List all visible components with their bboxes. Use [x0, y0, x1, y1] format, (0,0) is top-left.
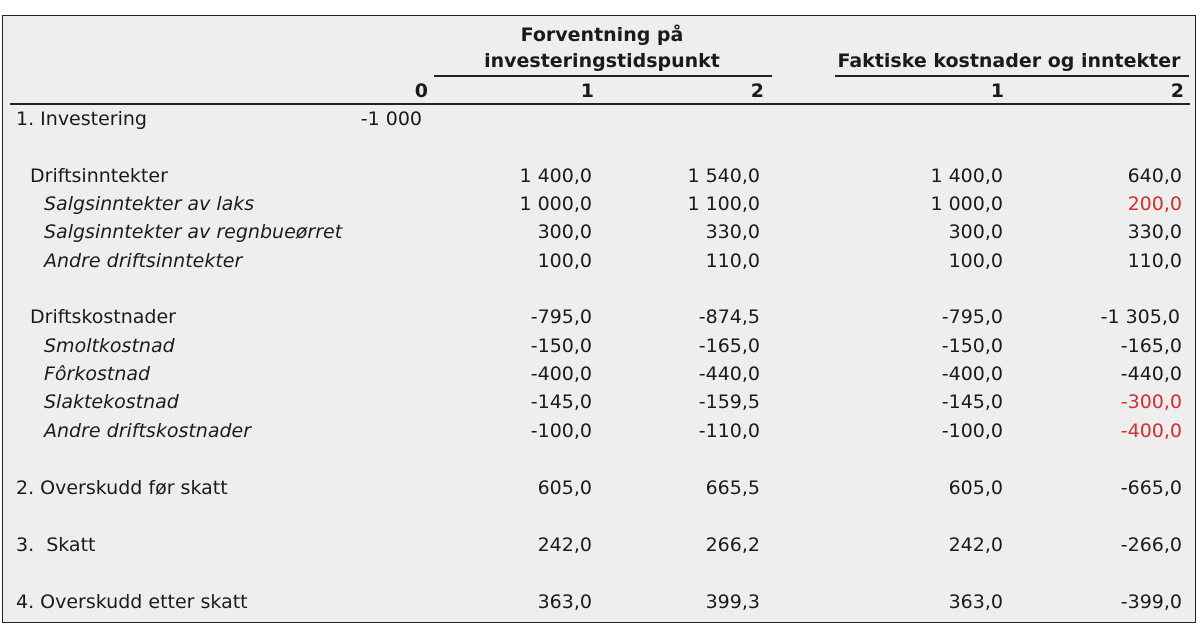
column-header-0: 0: [414, 80, 428, 102]
cell-slakte-a2: -300,0: [1120, 391, 1182, 413]
cell-slakte-e1: -145,0: [530, 391, 592, 413]
cell-andre-inntekter-e1: 100,0: [537, 250, 592, 272]
row-label-slakte: Slaktekostnad: [44, 391, 179, 413]
cell-salg-regnbue-e2: 330,0: [705, 221, 760, 243]
cell-slakte-e2: -159,5: [698, 391, 760, 413]
cell-salg-laks-a1: 1 000,0: [930, 193, 1003, 215]
row-label-skatt: 3. Skatt: [16, 534, 96, 556]
column-header-actual-2: 2: [1170, 80, 1184, 102]
cell-for-a1: -400,0: [941, 363, 1003, 385]
column-header-expected-2: 2: [750, 80, 764, 102]
cell-investering-0: -1 000: [360, 108, 422, 130]
table-frame: [2, 15, 1196, 623]
cell-driftsinntekter-e1: 1 400,0: [519, 165, 592, 187]
cell-salg-laks-a2: 200,0: [1127, 193, 1182, 215]
row-label-investering: 1. Investering: [16, 108, 147, 130]
cell-driftskostnader-a1: -795,0: [941, 306, 1003, 328]
cell-smolt-a2: -165,0: [1120, 335, 1182, 357]
cell-skatt-a2: -266,0: [1120, 534, 1182, 556]
cell-overskudd-for-skatt-e2: 665,5: [705, 477, 760, 499]
cell-driftskostnader-e1: -795,0: [530, 306, 592, 328]
cell-overskudd-etter-skatt-e2: 399,3: [705, 591, 760, 613]
cell-overskudd-etter-skatt-e1: 363,0: [537, 591, 592, 613]
row-label-andre-inntekter: Andre driftsinntekter: [44, 250, 243, 272]
cell-andre-inntekter-e2: 110,0: [705, 250, 760, 272]
row-label-smolt: Smoltkostnad: [44, 335, 175, 357]
column-header-actual-1: 1: [990, 80, 1004, 102]
cell-salg-regnbue-e1: 300,0: [537, 221, 592, 243]
cell-overskudd-etter-skatt-a1: 363,0: [948, 591, 1003, 613]
cell-for-a2: -440,0: [1120, 363, 1182, 385]
cell-skatt-a1: 242,0: [948, 534, 1003, 556]
cell-overskudd-for-skatt-e1: 605,0: [537, 477, 592, 499]
cell-overskudd-for-skatt-a1: 605,0: [948, 477, 1003, 499]
cell-skatt-e1: 242,0: [537, 534, 592, 556]
cell-salg-regnbue-a2: 330,0: [1127, 221, 1182, 243]
cell-andre-inntekter-a2: 110,0: [1127, 250, 1182, 272]
group-header-actual-rule: [835, 75, 1189, 77]
cell-salg-laks-e2: 1 100,0: [687, 193, 760, 215]
cell-smolt-e2: -165,0: [698, 335, 760, 357]
cell-for-e1: -400,0: [530, 363, 592, 385]
row-label-andre-kostnader: Andre driftskostnader: [44, 420, 252, 442]
header-bottom-rule: [10, 103, 1190, 105]
cell-salg-regnbue-a1: 300,0: [948, 221, 1003, 243]
row-label-driftsinntekter: Driftsinntekter: [30, 165, 168, 187]
cell-andre-kostnader-e2: -110,0: [698, 420, 760, 442]
group-header-actual: Faktiske kostnader og inntekter: [837, 50, 1181, 72]
cell-smolt-e1: -150,0: [530, 335, 592, 357]
column-header-expected-1: 1: [580, 80, 594, 102]
cell-skatt-e2: 266,2: [705, 534, 760, 556]
cell-andre-inntekter-a1: 100,0: [948, 250, 1003, 272]
row-label-for: Fôrkostnad: [44, 363, 151, 385]
cell-overskudd-etter-skatt-a2: -399,0: [1120, 591, 1182, 613]
cell-andre-kostnader-e1: -100,0: [530, 420, 592, 442]
cell-driftsinntekter-e2: 1 540,0: [687, 165, 760, 187]
row-label-overskudd-for-skatt: 2. Overskudd før skatt: [16, 477, 228, 499]
group-header-expected-line2: investeringstidspunkt: [484, 50, 720, 72]
cell-driftskostnader-e2: -874,5: [698, 306, 760, 328]
group-header-expected-rule: [434, 75, 772, 77]
cell-driftsinntekter-a1: 1 400,0: [930, 165, 1003, 187]
cell-slakte-a1: -145,0: [941, 391, 1003, 413]
cell-driftsinntekter-a2: 640,0: [1127, 165, 1182, 187]
cell-andre-kostnader-a1: -100,0: [941, 420, 1003, 442]
cell-driftskostnader-a2: -1 305,0: [1100, 306, 1180, 328]
cell-overskudd-for-skatt-a2: -665,0: [1120, 477, 1182, 499]
cell-smolt-a1: -150,0: [941, 335, 1003, 357]
row-label-driftskostnader: Driftskostnader: [30, 306, 176, 328]
row-label-salg-laks: Salgsinntekter av laks: [44, 193, 255, 215]
group-header-expected-line1: Forventning på: [520, 24, 684, 46]
row-label-salg-regnbue: Salgsinntekter av regnbueørret: [44, 221, 343, 243]
cell-salg-laks-e1: 1 000,0: [519, 193, 592, 215]
cell-andre-kostnader-a2: -400,0: [1120, 420, 1182, 442]
row-label-overskudd-etter-skatt: 4. Overskudd etter skatt: [16, 591, 248, 613]
cell-for-e2: -440,0: [698, 363, 760, 385]
